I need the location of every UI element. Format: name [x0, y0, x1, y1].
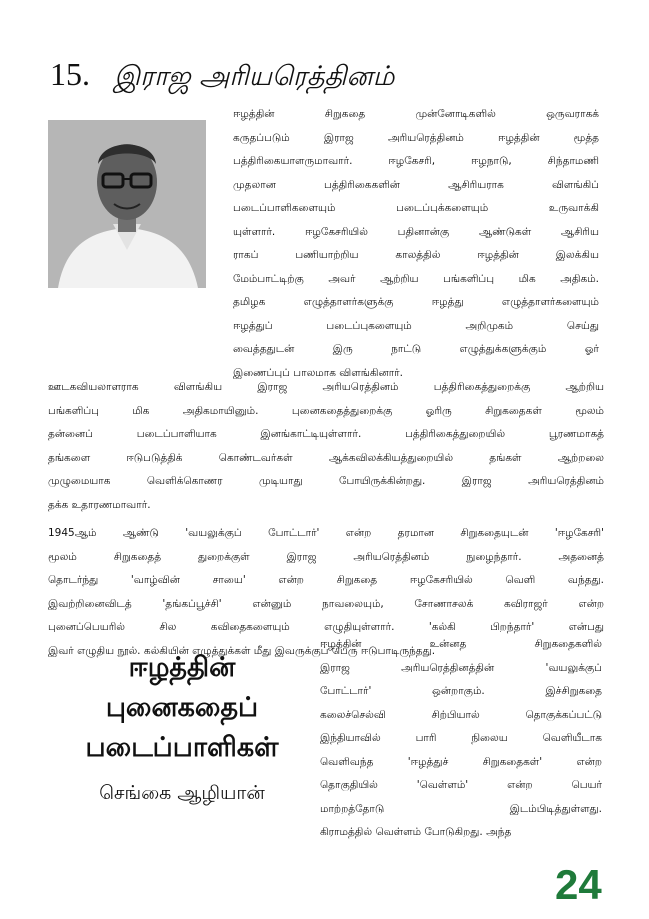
paragraph1-line: தமிழக எழுத்தாளர்களுக்கு ஈழத்து எழுத்தாளர்களையும்	[233, 296, 599, 308]
journalism-paragraph	[48, 376, 604, 517]
paragraph1-line: ஈழத்தின் சிறுகதை முன்னோடிகளில் ஒருவராகக்	[233, 108, 599, 120]
paragraph1-line: மேம்பாட்டிற்கு அவர் ஆற்றிய பங்களிப்பு மிக அதிகம்.	[233, 272, 599, 285]
paragraph1-line: இணைப்புப் பாலமாக விளங்கினார்.	[233, 366, 404, 379]
paragraph1-line: வைத்ததுடன் இரு நாட்டு எழுத்துக்களுக்கும் ஓர்	[233, 343, 599, 355]
paragraph3-line: இவற்றினைவிடத் 'தங்கப்பூச்சி' என்னும் நாவலையும், சோணாசலக் கவிராஜர் என்ற	[48, 597, 604, 610]
paragraph3-line: தொடர்ந்து 'வாழ்வின் சாயை' என்ற சிறுகதை ஈழகேசரியில் வெளி வந்தது.	[48, 574, 604, 586]
paragraph2-line: ஊடகவியலாளராக விளங்கிய இராஜ அரியரெத்தினம் பத்திரிகைத்துறைக்கு ஆற்றிய	[48, 381, 604, 393]
paragraph3-line: புனைப்பெயரில் சில கவிதைகளையும் எழுதியுள்ளார். 'கல்கி பிறந்தார்' என்பது	[48, 621, 604, 633]
paragraph1-line: ஈழத்துப் படைப்புகளையும் அறிமுகம் செய்து	[233, 319, 599, 332]
paragraph1-line: யுள்ளார். ஈழகேசரியில் பதினான்கு ஆண்டுகள் ஆசிரிய	[233, 225, 599, 238]
paragraph4-line: கிராமத்தில் வெள்ளம் போடுகிறது. அந்த	[320, 826, 512, 838]
paragraph1-line: பத்திரிகையாளருமாவார். ஈழகேசரி, ஈழநாடு, சிந்தாமணி	[233, 155, 599, 167]
paragraph1-line: முதலான பத்திரிகைகளின் ஆசிரியராக விளங்கிப்	[233, 178, 599, 191]
paragraph2-line: தன்னைப் படைப்பாளியாக இனங்காட்டியுள்ளார். பத்திரிகைத்துறையில் பூரணமாகத்	[48, 428, 604, 440]
paragraph4-line: தொகுதியில் 'வெள்ளம்' என்ற பெயர்	[320, 779, 602, 791]
chapter-heading	[50, 56, 394, 95]
paragraph4-line: மாற்றத்தோடு இடம்பிடித்துள்ளது.	[320, 802, 602, 815]
chapter-number: 15.	[50, 56, 90, 92]
paragraph1-line: படைப்பாளிகளையும் படைப்புக்களையும் உருவாக்கி	[233, 202, 599, 214]
paragraph4-line: போட்டார்' ஒன்றாகும். இச்சிறுகதை	[320, 685, 602, 697]
intro-paragraph	[233, 103, 599, 385]
paragraph2-line: தங்களை ஈடுபடுத்திக் கொண்டவர்கள் ஆக்கவிலக்கியத்துறையில் தங்கள் ஆற்றலை	[48, 451, 604, 464]
book-title-line-3: படைப்பாளிகள்	[85, 732, 279, 763]
paragraph4-line: இந்தியாவில் பாரி நிலைய வெளியீடாக	[320, 732, 602, 744]
paragraph3-line: 1945ஆம் ஆண்டு 'வயலுக்குப் போட்டார்' என்ற தரமான சிறுகதையுடன் 'ஈழகேசரி'	[48, 527, 604, 539]
paragraph1-line: கருதப்படும் இராஜ அரியரெத்தினம் ஈழத்தின் மூத்த	[233, 131, 599, 144]
book-author: செங்கை ஆழியான்	[99, 782, 265, 804]
paragraph4-line: இராஜ அரியரெத்தினத்தின் 'வயலுக்குப்	[320, 661, 602, 674]
paragraph4-line: கலைச்செல்வி சிற்பியால் தொகுக்கப்பட்டு	[320, 708, 602, 721]
story-paragraph	[320, 633, 602, 845]
paragraph3-line: இவர் எழுதிய நூல். கல்கியின் எழுத்துக்கள் மீது இவருக்குப் பெரு ஈடுபாடிருந்தது.	[48, 644, 436, 657]
paragraph2-line: பங்களிப்பு மிக அதிகமாயினும். புனைகதைத்துறைக்கு ஓரிரு சிறுகதைகள் மூலம்	[48, 404, 604, 417]
author-portrait-photo	[48, 120, 206, 288]
paragraph4-line: ஈழத்தின் உன்னத சிறுகதைகளில்	[320, 638, 602, 650]
paragraph1-line: ராகப் பணியாற்றிய காலத்தில் ஈழத்தின் இலக்கிய	[233, 249, 599, 261]
page-number: 24	[555, 861, 602, 908]
paragraph3-line: மூலம் சிறுகதைத் துறைக்குள் இராஜ அரியரெத்தினம் நுழைந்தார். அதனைத்	[48, 550, 604, 563]
paragraph2-line: முழுமையாக வெளிக்கொணர முடியாது போயிருக்கின்றது. இராஜ அரியரெத்தினம்	[48, 475, 604, 487]
paragraph4-line: வெளிவந்த 'ஈழத்துச் சிறுகதைகள்' என்ற	[320, 755, 602, 768]
paragraph2-line: தக்க உதாரணமாவார்.	[48, 498, 151, 511]
chapter-title: இராஜ அரியரெத்தினம்	[113, 61, 395, 92]
book-title-block	[54, 648, 310, 806]
book-title-line-2: புனைகதைப்	[105, 692, 259, 723]
book-title-line-1: ஈழத்தின்	[128, 652, 236, 683]
